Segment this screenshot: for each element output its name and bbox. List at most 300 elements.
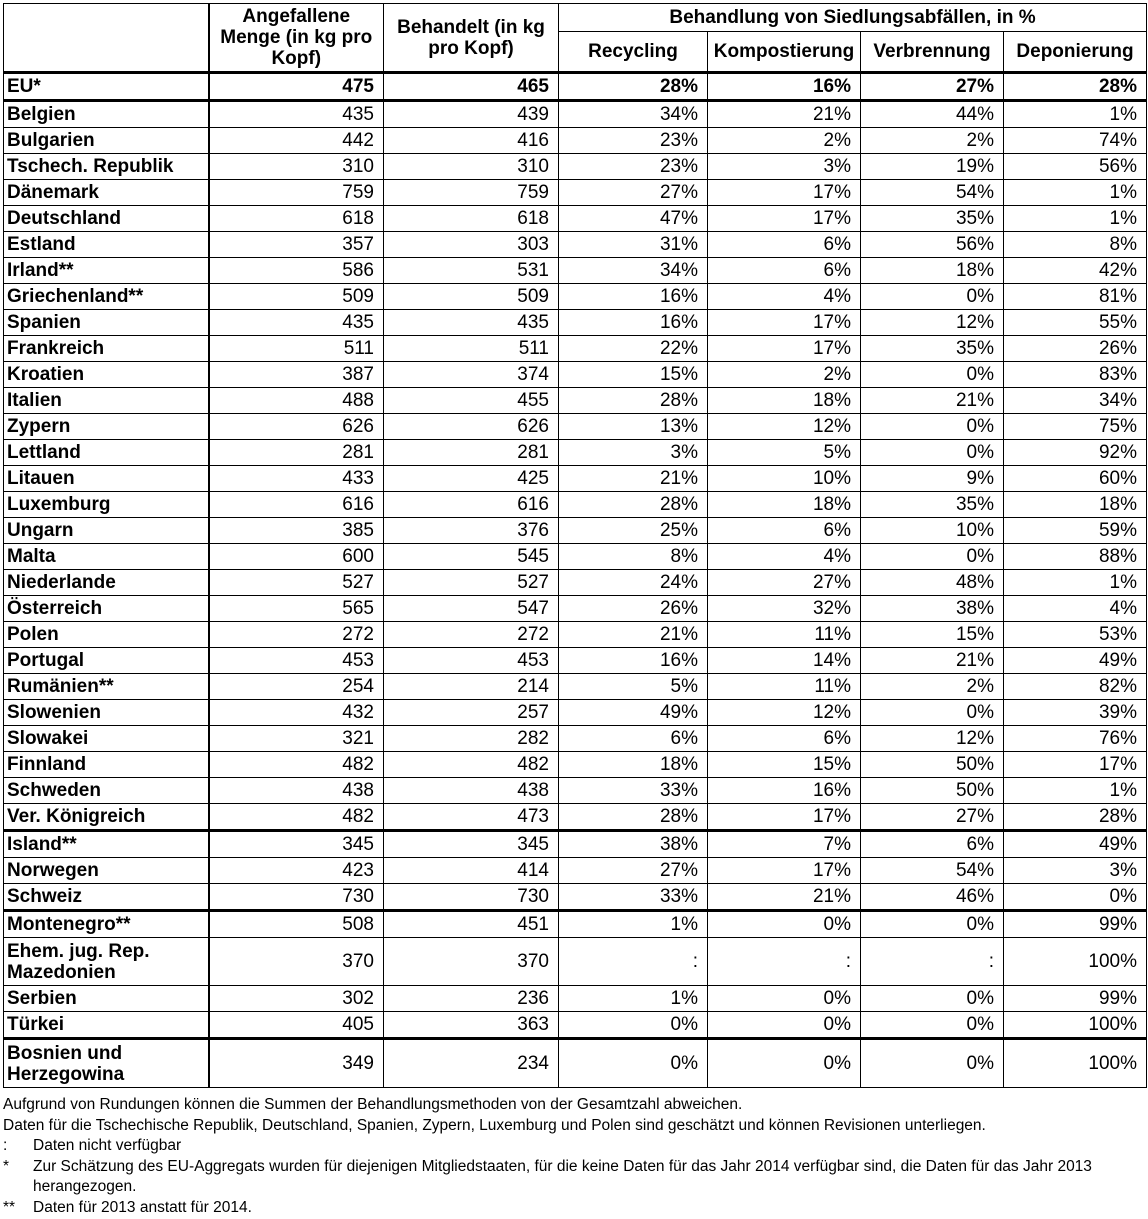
table-row xyxy=(4,180,1147,206)
cell-incineration: 19% xyxy=(861,154,1004,180)
cell-generated: 482 xyxy=(209,804,384,831)
cell-composting: : xyxy=(708,938,861,986)
header-treated: Behandelt (in kg pro Kopf) xyxy=(384,4,559,73)
cell-incineration: 44% xyxy=(861,101,1004,128)
cell-incineration: 46% xyxy=(861,884,1004,911)
cell-generated: 405 xyxy=(209,1012,384,1039)
cell-treated: 376 xyxy=(384,518,559,544)
footnotes xyxy=(3,1095,1146,1218)
country-name: Frankreich xyxy=(4,336,209,362)
cell-recycling: 24% xyxy=(559,570,708,596)
country-name: Ver. Königreich xyxy=(4,804,209,831)
cell-landfill: 60% xyxy=(1004,466,1147,492)
cell-recycling: 0% xyxy=(559,1039,708,1088)
table-row xyxy=(4,596,1147,622)
cell-treated: 455 xyxy=(384,388,559,414)
cell-treated: 453 xyxy=(384,648,559,674)
table-row xyxy=(4,648,1147,674)
table-header xyxy=(4,4,1147,73)
cell-composting: 17% xyxy=(708,336,861,362)
cell-generated: 281 xyxy=(209,440,384,466)
cell-composting: 18% xyxy=(708,388,861,414)
table-row xyxy=(4,938,1147,986)
cell-incineration: 10% xyxy=(861,518,1004,544)
cell-landfill: 4% xyxy=(1004,596,1147,622)
cell-treated: 214 xyxy=(384,674,559,700)
footnote-symbol: ** xyxy=(3,1198,16,1216)
cell-treated: 257 xyxy=(384,700,559,726)
cell-incineration: 2% xyxy=(861,128,1004,154)
header-treatment-group: Behandlung von Siedlungsabfällen, in % xyxy=(559,4,1147,32)
cell-generated: 618 xyxy=(209,206,384,232)
cell-generated: 759 xyxy=(209,180,384,206)
cell-recycling: 15% xyxy=(559,362,708,388)
cell-treated: 282 xyxy=(384,726,559,752)
cell-generated: 345 xyxy=(209,831,384,858)
cell-landfill: 49% xyxy=(1004,831,1147,858)
cell-composting: 17% xyxy=(708,804,861,831)
cell-treated: 438 xyxy=(384,778,559,804)
table-row xyxy=(4,258,1147,284)
cell-incineration: 54% xyxy=(861,180,1004,206)
cell-landfill: 49% xyxy=(1004,648,1147,674)
cell-composting: 4% xyxy=(708,544,861,570)
cell-composting: 7% xyxy=(708,831,861,858)
table-row xyxy=(4,778,1147,804)
cell-landfill: 92% xyxy=(1004,440,1147,466)
cell-treated: 439 xyxy=(384,101,559,128)
cell-treated: 451 xyxy=(384,911,559,938)
cell-treated: 435 xyxy=(384,310,559,336)
cell-recycling: 38% xyxy=(559,831,708,858)
cell-composting: 6% xyxy=(708,726,861,752)
cell-treated: 511 xyxy=(384,336,559,362)
cell-composting: 10% xyxy=(708,466,861,492)
country-name: Litauen xyxy=(4,466,209,492)
cell-incineration: 0% xyxy=(861,1039,1004,1088)
table-row xyxy=(4,858,1147,884)
cell-incineration: 9% xyxy=(861,466,1004,492)
cell-recycling: 27% xyxy=(559,858,708,884)
footnote-text: Daten für 2013 anstatt für 2014. xyxy=(33,1198,252,1216)
cell-incineration: 21% xyxy=(861,648,1004,674)
cell-generated: 453 xyxy=(209,648,384,674)
country-name: Türkei xyxy=(4,1012,209,1039)
cell-treated: 618 xyxy=(384,206,559,232)
cell-incineration: 50% xyxy=(861,778,1004,804)
cell-composting: 5% xyxy=(708,440,861,466)
cell-landfill: 76% xyxy=(1004,726,1147,752)
cell-treated: 509 xyxy=(384,284,559,310)
table-row xyxy=(4,1012,1147,1039)
waste-table xyxy=(3,3,1147,1088)
table-row xyxy=(4,986,1147,1012)
cell-landfill: 1% xyxy=(1004,206,1147,232)
cell-composting: 3% xyxy=(708,154,861,180)
cell-generated: 509 xyxy=(209,284,384,310)
cell-generated: 586 xyxy=(209,258,384,284)
table-row xyxy=(4,206,1147,232)
cell-generated: 385 xyxy=(209,518,384,544)
cell-composting: 21% xyxy=(708,884,861,911)
header-generated: Angefallene Menge (in kg pro Kopf) xyxy=(209,4,384,73)
cell-landfill: 56% xyxy=(1004,154,1147,180)
cell-recycling: 23% xyxy=(559,128,708,154)
country-name: Österreich xyxy=(4,596,209,622)
cell-composting: 11% xyxy=(708,674,861,700)
cell-generated: 616 xyxy=(209,492,384,518)
cell-incineration: 12% xyxy=(861,310,1004,336)
note-estimates: Daten für die Tschechische Republik, Deutschland, Spanien, Zypern, Luxemburg und Polen sind geschätzt und können Revisionen unterliegen. xyxy=(3,1116,986,1134)
table-row xyxy=(4,674,1147,700)
cell-landfill: 26% xyxy=(1004,336,1147,362)
cell-treated: 482 xyxy=(384,752,559,778)
cell-composting: 6% xyxy=(708,258,861,284)
cell-composting: 6% xyxy=(708,518,861,544)
header-landfill: Deponierung xyxy=(1004,32,1147,73)
table-row xyxy=(4,884,1147,911)
footnote-double-asterisk xyxy=(3,1198,1146,1219)
cell-generated: 488 xyxy=(209,388,384,414)
table-row xyxy=(4,831,1147,858)
cell-landfill: 88% xyxy=(1004,544,1147,570)
cell-recycling: 28% xyxy=(559,804,708,831)
cell-incineration: 54% xyxy=(861,858,1004,884)
country-name: Schweden xyxy=(4,778,209,804)
cell-incineration: 2% xyxy=(861,674,1004,700)
cell-composting: 27% xyxy=(708,570,861,596)
cell-recycling: 22% xyxy=(559,336,708,362)
cell-recycling: 0% xyxy=(559,1012,708,1039)
cell-composting: 0% xyxy=(708,1039,861,1088)
cell-composting: 17% xyxy=(708,180,861,206)
cell-treated: 547 xyxy=(384,596,559,622)
cell-landfill: 100% xyxy=(1004,1039,1147,1088)
cell-treated: 272 xyxy=(384,622,559,648)
table-row xyxy=(4,518,1147,544)
cell-recycling: 1% xyxy=(559,911,708,938)
cell-landfill: 3% xyxy=(1004,858,1147,884)
cell-recycling: 28% xyxy=(559,492,708,518)
cell-generated: 357 xyxy=(209,232,384,258)
cell-incineration: 15% xyxy=(861,622,1004,648)
cell-recycling: 3% xyxy=(559,440,708,466)
cell-treated: 616 xyxy=(384,492,559,518)
cell-landfill: 100% xyxy=(1004,1012,1147,1039)
cell-generated: 310 xyxy=(209,154,384,180)
cell-incineration: 18% xyxy=(861,258,1004,284)
cell-incineration: 56% xyxy=(861,232,1004,258)
table-row xyxy=(4,804,1147,831)
cell-incineration: 50% xyxy=(861,752,1004,778)
cell-composting: 17% xyxy=(708,206,861,232)
cell-generated: 508 xyxy=(209,911,384,938)
cell-treated: 310 xyxy=(384,154,559,180)
cell-recycling: 25% xyxy=(559,518,708,544)
country-name: Griechenland** xyxy=(4,284,209,310)
cell-composting: 0% xyxy=(708,986,861,1012)
cell-treated: 414 xyxy=(384,858,559,884)
country-name: Niederlande xyxy=(4,570,209,596)
country-name: Dänemark xyxy=(4,180,209,206)
cell-incineration: 0% xyxy=(861,544,1004,570)
cell-treated: 759 xyxy=(384,180,559,206)
cell-generated: 349 xyxy=(209,1039,384,1088)
footnote-asterisk xyxy=(3,1157,1146,1198)
cell-generated: 565 xyxy=(209,596,384,622)
table-row xyxy=(4,466,1147,492)
country-name: Slowenien xyxy=(4,700,209,726)
cell-landfill: 42% xyxy=(1004,258,1147,284)
table-row xyxy=(4,284,1147,310)
table-row xyxy=(4,154,1147,180)
cell-recycling: 23% xyxy=(559,154,708,180)
table-row xyxy=(4,101,1147,128)
cell-composting: 4% xyxy=(708,284,861,310)
cell-incineration: 0% xyxy=(861,700,1004,726)
country-name: Finnland xyxy=(4,752,209,778)
cell-generated: 321 xyxy=(209,726,384,752)
table-row xyxy=(4,1039,1147,1088)
table-row xyxy=(4,492,1147,518)
country-name: Norwegen xyxy=(4,858,209,884)
header-country-blank xyxy=(4,4,209,73)
cell-treated: 345 xyxy=(384,831,559,858)
cell-composting: 16% xyxy=(708,778,861,804)
country-name: Lettland xyxy=(4,440,209,466)
cell-composting: 2% xyxy=(708,128,861,154)
cell-composting: 15% xyxy=(708,752,861,778)
cell-incineration: 27% xyxy=(861,73,1004,101)
cell-recycling: 34% xyxy=(559,258,708,284)
footnote-symbol: : xyxy=(3,1137,8,1154)
cell-composting: 21% xyxy=(708,101,861,128)
country-name: Bosnien und Herzegowina xyxy=(4,1039,209,1088)
cell-landfill: 99% xyxy=(1004,911,1147,938)
country-name: Kroatien xyxy=(4,362,209,388)
cell-landfill: 1% xyxy=(1004,570,1147,596)
cell-composting: 18% xyxy=(708,492,861,518)
cell-composting: 0% xyxy=(708,1012,861,1039)
cell-incineration: 48% xyxy=(861,570,1004,596)
cell-landfill: 75% xyxy=(1004,414,1147,440)
cell-treated: 626 xyxy=(384,414,559,440)
table-row xyxy=(4,911,1147,938)
cell-incineration: 0% xyxy=(861,414,1004,440)
cell-recycling: 33% xyxy=(559,884,708,911)
cell-recycling: 5% xyxy=(559,674,708,700)
table-row xyxy=(4,128,1147,154)
cell-incineration: 21% xyxy=(861,388,1004,414)
cell-landfill: 59% xyxy=(1004,518,1147,544)
cell-landfill: 74% xyxy=(1004,128,1147,154)
cell-generated: 370 xyxy=(209,938,384,986)
cell-generated: 254 xyxy=(209,674,384,700)
cell-generated: 433 xyxy=(209,466,384,492)
country-name: Bulgarien xyxy=(4,128,209,154)
cell-composting: 12% xyxy=(708,700,861,726)
cell-treated: 416 xyxy=(384,128,559,154)
cell-treated: 531 xyxy=(384,258,559,284)
cell-incineration: 35% xyxy=(861,492,1004,518)
cell-landfill: 17% xyxy=(1004,752,1147,778)
footnote-text: Zur Schätzung des EU-Aggregats wurden für diejenigen Mitgliedstaaten, für die keine Daten für das Jahr 2014 verfügbar sind, die Daten für das Jahr 2013 herangezogen. xyxy=(33,1157,1092,1195)
cell-incineration: 0% xyxy=(861,284,1004,310)
table-row xyxy=(4,622,1147,648)
cell-generated: 475 xyxy=(209,73,384,101)
header-incineration: Verbrennung xyxy=(861,32,1004,73)
cell-generated: 438 xyxy=(209,778,384,804)
cell-treated: 281 xyxy=(384,440,559,466)
cell-composting: 14% xyxy=(708,648,861,674)
cell-composting: 6% xyxy=(708,232,861,258)
cell-incineration: 27% xyxy=(861,804,1004,831)
table-row xyxy=(4,310,1147,336)
cell-landfill: 53% xyxy=(1004,622,1147,648)
cell-treated: 236 xyxy=(384,986,559,1012)
table-row xyxy=(4,570,1147,596)
cell-treated: 527 xyxy=(384,570,559,596)
cell-recycling: 21% xyxy=(559,466,708,492)
cell-generated: 435 xyxy=(209,101,384,128)
cell-generated: 272 xyxy=(209,622,384,648)
cell-incineration: 6% xyxy=(861,831,1004,858)
cell-treated: 303 xyxy=(384,232,559,258)
cell-generated: 511 xyxy=(209,336,384,362)
cell-recycling: 6% xyxy=(559,726,708,752)
cell-generated: 387 xyxy=(209,362,384,388)
country-name: Island** xyxy=(4,831,209,858)
cell-incineration: 0% xyxy=(861,986,1004,1012)
country-name: Spanien xyxy=(4,310,209,336)
cell-landfill: 28% xyxy=(1004,73,1147,101)
cell-recycling: 1% xyxy=(559,986,708,1012)
cell-recycling: 31% xyxy=(559,232,708,258)
country-name: Malta xyxy=(4,544,209,570)
table-row xyxy=(4,544,1147,570)
cell-recycling: 8% xyxy=(559,544,708,570)
cell-generated: 626 xyxy=(209,414,384,440)
country-name: EU* xyxy=(4,73,209,101)
country-name: Montenegro** xyxy=(4,911,209,938)
cell-incineration: : xyxy=(861,938,1004,986)
country-name: Irland** xyxy=(4,258,209,284)
cell-composting: 12% xyxy=(708,414,861,440)
cell-treated: 363 xyxy=(384,1012,559,1039)
cell-landfill: 39% xyxy=(1004,700,1147,726)
country-name: Luxemburg xyxy=(4,492,209,518)
cell-landfill: 81% xyxy=(1004,284,1147,310)
cell-composting: 11% xyxy=(708,622,861,648)
cell-recycling: 21% xyxy=(559,622,708,648)
cell-landfill: 83% xyxy=(1004,362,1147,388)
country-name: Ehem. jug. Rep. Mazedonien xyxy=(4,938,209,986)
waste-statistics-document xyxy=(3,3,1146,1218)
country-name: Polen xyxy=(4,622,209,648)
cell-recycling: 47% xyxy=(559,206,708,232)
cell-composting: 32% xyxy=(708,596,861,622)
country-name: Zypern xyxy=(4,414,209,440)
cell-incineration: 35% xyxy=(861,206,1004,232)
cell-treated: 234 xyxy=(384,1039,559,1088)
header-recycling: Recycling xyxy=(559,32,708,73)
cell-generated: 442 xyxy=(209,128,384,154)
cell-recycling: : xyxy=(559,938,708,986)
cell-composting: 16% xyxy=(708,73,861,101)
table-row xyxy=(4,700,1147,726)
cell-incineration: 35% xyxy=(861,336,1004,362)
footnote-text: Daten nicht verfügbar xyxy=(33,1137,182,1154)
country-name: Tschech. Republik xyxy=(4,154,209,180)
cell-composting: 0% xyxy=(708,911,861,938)
cell-landfill: 100% xyxy=(1004,938,1147,986)
country-name: Rumänien** xyxy=(4,674,209,700)
country-name: Deutschland xyxy=(4,206,209,232)
cell-generated: 302 xyxy=(209,986,384,1012)
cell-incineration: 0% xyxy=(861,362,1004,388)
cell-generated: 730 xyxy=(209,884,384,911)
cell-landfill: 1% xyxy=(1004,778,1147,804)
note-rounding: Aufgrund von Rundungen können die Summen der Behandlungsmethoden von der Gesamtzahl abweichen. xyxy=(3,1096,743,1113)
cell-recycling: 28% xyxy=(559,388,708,414)
country-name: Estland xyxy=(4,232,209,258)
cell-landfill: 1% xyxy=(1004,101,1147,128)
cell-treated: 465 xyxy=(384,73,559,101)
table-row xyxy=(4,752,1147,778)
cell-generated: 435 xyxy=(209,310,384,336)
footnote-colon xyxy=(3,1136,1146,1157)
cell-incineration: 12% xyxy=(861,726,1004,752)
footnote-symbol: * xyxy=(3,1157,10,1175)
table-row xyxy=(4,232,1147,258)
cell-incineration: 38% xyxy=(861,596,1004,622)
table-row xyxy=(4,726,1147,752)
cell-treated: 425 xyxy=(384,466,559,492)
country-name: Portugal xyxy=(4,648,209,674)
cell-recycling: 34% xyxy=(559,101,708,128)
cell-landfill: 1% xyxy=(1004,180,1147,206)
cell-generated: 423 xyxy=(209,858,384,884)
country-name: Slowakei xyxy=(4,726,209,752)
table-row xyxy=(4,388,1147,414)
cell-composting: 2% xyxy=(708,362,861,388)
table-body xyxy=(4,73,1147,1088)
cell-landfill: 0% xyxy=(1004,884,1147,911)
cell-recycling: 18% xyxy=(559,752,708,778)
cell-recycling: 49% xyxy=(559,700,708,726)
cell-treated: 545 xyxy=(384,544,559,570)
cell-recycling: 13% xyxy=(559,414,708,440)
country-name: Italien xyxy=(4,388,209,414)
header-composting: Kompostierung xyxy=(708,32,861,73)
cell-treated: 473 xyxy=(384,804,559,831)
country-name: Belgien xyxy=(4,101,209,128)
country-name: Ungarn xyxy=(4,518,209,544)
cell-treated: 730 xyxy=(384,884,559,911)
country-name: Schweiz xyxy=(4,884,209,911)
cell-incineration: 0% xyxy=(861,911,1004,938)
cell-generated: 527 xyxy=(209,570,384,596)
cell-landfill: 82% xyxy=(1004,674,1147,700)
cell-treated: 374 xyxy=(384,362,559,388)
cell-generated: 482 xyxy=(209,752,384,778)
table-row-eu xyxy=(4,73,1147,101)
cell-landfill: 8% xyxy=(1004,232,1147,258)
cell-treated: 370 xyxy=(384,938,559,986)
cell-recycling: 16% xyxy=(559,648,708,674)
cell-recycling: 16% xyxy=(559,310,708,336)
cell-landfill: 99% xyxy=(1004,986,1147,1012)
